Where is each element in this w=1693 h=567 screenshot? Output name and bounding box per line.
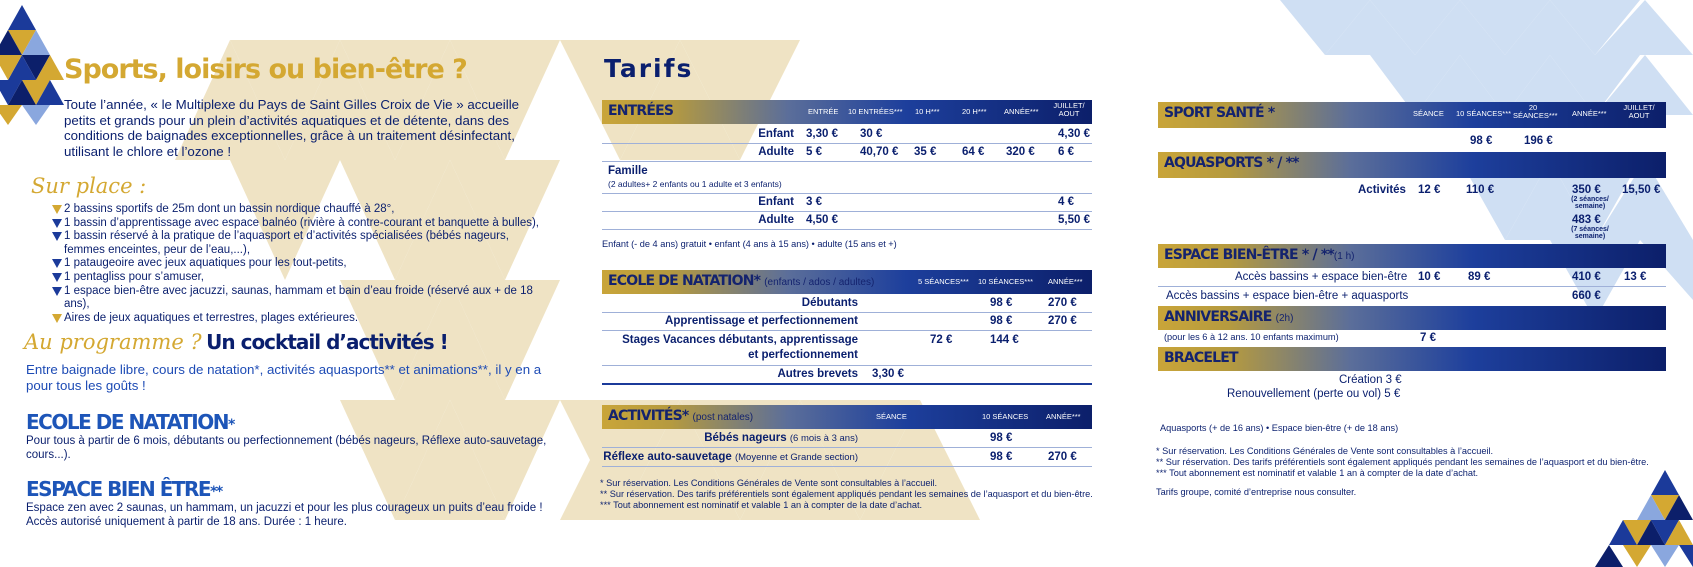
divider bbox=[602, 229, 1092, 230]
divider bbox=[602, 193, 1092, 194]
list-item: 1 espace bien-être avec jacuzzi, saunas, hammam et bain d’eau froide (réservé aux + de 18 ans), bbox=[52, 285, 552, 312]
table-cell: 144 € bbox=[990, 334, 1019, 346]
espace-heading: ESPACE BIEN ÊTRE** bbox=[26, 477, 222, 501]
ecole-natation-header: ECOLE DE NATATION* (enfants / ados / adultes) 5 SÉANCES*** 10 SÉANCES*** ANNÉE*** bbox=[602, 270, 1092, 294]
aquasports-annee: 350 € bbox=[1572, 184, 1601, 196]
entrees-header: ENTRÉES ENTRÉE 10 ENTRÉES*** 10 H*** 20 H*** ANNÉE*** JUILLET/ AOUT bbox=[602, 100, 1092, 124]
table-cell: 3,30 € bbox=[872, 368, 904, 380]
row-sub: (6 mois à 3 ans) bbox=[789, 433, 858, 444]
table-row-label: Autres brevets bbox=[777, 368, 858, 380]
aquasports-sub1: (2 séances/ semaine) bbox=[1571, 196, 1609, 210]
triangle-bullet-icon bbox=[52, 273, 62, 282]
triangle-bullet-icon bbox=[52, 287, 62, 296]
table-row-label: Débutants bbox=[801, 297, 858, 309]
espace-text-2: Accès autorisé uniquement à partir de 18 ans. Durée : 1 heure. bbox=[26, 516, 347, 528]
list-item: 1 pentagliss pour s’amuser, bbox=[52, 271, 552, 285]
espace-10: 89 € bbox=[1468, 271, 1491, 283]
espace-row2-val: 660 € bbox=[1572, 290, 1601, 302]
table-cell: 320 € bbox=[1006, 146, 1035, 158]
table-cell: 4 € bbox=[1058, 196, 1074, 208]
table-row-label-2: et perfectionnement bbox=[748, 349, 858, 361]
espace-text-1: Espace zen avec 2 saunas, un hammam, un jacuzzi et pour les plus courageux un puits d’eau froide ! bbox=[26, 502, 543, 514]
table-row-label: Enfant bbox=[758, 128, 794, 140]
famille-label: Famille bbox=[608, 165, 648, 177]
divider bbox=[602, 466, 1092, 467]
anniversaire-val: 7 € bbox=[1420, 332, 1436, 344]
sport-sante-20: 196 € bbox=[1524, 135, 1553, 147]
bracelet-creation: Création 3 € bbox=[1339, 374, 1402, 386]
intro-text: Toute l’année, « le Multiplexe du Pays de Saint Gilles Croix de Vie » accueille petits et grands pour un plein d’activités aquatiques et de détente, dans des conditions de baignades exceptionnelles, grâce à un traitement désinfectant, utilisant le chlore et l’ozone ! bbox=[64, 97, 520, 159]
aquasports-row-label: Activités bbox=[1358, 184, 1406, 196]
table-cell: 5,50 € bbox=[1058, 214, 1090, 226]
table-cell: 40,70 € bbox=[860, 146, 899, 158]
list-item: 1 bassin réservé à la pratique de l’aquasport et d’activités spécialisées (bébés nageurs, femmes enceintes, peur de l’eau,...), bbox=[52, 230, 552, 257]
table-cell: 270 € bbox=[1048, 451, 1077, 463]
table-cell: 64 € bbox=[962, 146, 985, 158]
table-row-label bbox=[0, 432, 858, 444]
aquasports-juillet: 15,50 € bbox=[1622, 184, 1661, 196]
au-programme-label: Au programme ? bbox=[24, 330, 202, 354]
cocktail-label: Un cocktail d’activités ! bbox=[206, 330, 448, 354]
divider bbox=[602, 211, 1092, 212]
aquasports-sub2: (7 séances/ semaine) bbox=[1571, 226, 1609, 240]
table-row-label: Stages Vacances débutants, apprentissage bbox=[622, 334, 858, 346]
sur-place-heading: Sur place : bbox=[31, 174, 147, 198]
table-row-label bbox=[0, 451, 858, 463]
middle-footnotes: * Sur réservation. Les Conditions Générales de Vente sont consultables à l’accueil. ** Sur réservation. Des tarifs préférentiels sont également appliqués pendant les semaines de l’aquasport et du bien-être. *** Tout abonnement est nominatif et valable 1 an à compter de la date d’achat. bbox=[600, 478, 1093, 510]
corner-logo-bottom-right bbox=[1595, 470, 1693, 567]
list-item: 1 bassin d’apprentissage avec espace balnéo (rivière à contre-courant et banquette à bulles), bbox=[52, 217, 552, 231]
divider bbox=[602, 143, 1092, 144]
list-item: 1 pataugeoire avec jeux aquatiques pour les tout-petits, bbox=[52, 257, 552, 271]
aquasports-header: AQUASPORTS * / ** bbox=[1158, 152, 1666, 178]
tarifs-title: Tarifs bbox=[604, 54, 694, 83]
table-cell: 270 € bbox=[1048, 315, 1077, 327]
corner-logo-top-left bbox=[0, 5, 64, 125]
table-cell: 270 € bbox=[1048, 297, 1077, 309]
table-cell: 3 € bbox=[806, 196, 822, 208]
anniversaire-header: ANNIVERSAIRE (2h) bbox=[1158, 306, 1666, 330]
espace-annee: 410 € bbox=[1572, 271, 1601, 283]
cocktail-text: Entre baignade libre, cours de natation*, activités aquasports** et animations**, il y en a pour tous les goûts ! bbox=[26, 362, 542, 393]
table-cell: 98 € bbox=[990, 297, 1013, 309]
divider bbox=[602, 330, 1092, 331]
divider bbox=[602, 161, 1092, 162]
right-footnotes: * Sur réservation. Les Conditions Générales de Vente sont consultables à l’accueil. ** Sur réservation. Des tarifs préférentiels sont également appliqués pendant les semaines de l’aquasport et du bien-être. *** Tout abonnement est nominatif et valable 1 an à compter de la date d’achat. bbox=[1156, 446, 1649, 478]
table-cell: 4,50 € bbox=[806, 214, 838, 226]
row-label: Réflexe auto-sauvetage bbox=[603, 451, 732, 463]
table-cell: 30 € bbox=[860, 128, 883, 140]
aquasports-annee-2: 483 € bbox=[1572, 214, 1601, 226]
table-row-label: Adulte bbox=[758, 146, 794, 158]
anniversaire-row: (pour les 6 à 12 ans. 10 enfants maximum) bbox=[1164, 332, 1339, 342]
divider bbox=[1158, 286, 1666, 287]
right-age-note: Aquasports (+ de 16 ans) • Espace bien-être (+ de 18 ans) bbox=[1160, 423, 1399, 433]
activites-header: ACTIVITÉS* (post natales) SÉANCE 10 SÉANCES ANNÉE*** bbox=[602, 405, 1092, 429]
aquasports-seance: 12 € bbox=[1418, 184, 1441, 196]
famille-sub: (2 adultes+ 2 enfants ou 1 adulte et 3 enfants) bbox=[608, 179, 782, 189]
divider bbox=[602, 312, 1092, 313]
sport-sante-header: SPORT SANTÉ * SÉANCE 10 SÉANCES*** 20 SÉANCES*** ANNÉE*** JUILLET/ AOUT bbox=[1158, 102, 1666, 128]
bracelet-renouvellement: Renouvellement (perte ou vol) 5 € bbox=[1227, 388, 1401, 400]
ecole-text: Pour tous à partir de 6 mois, débutants ou perfectionnement (bébés nageurs, Réflexe auto-sauvetage, cours...). bbox=[26, 435, 547, 461]
table-row-label: Apprentissage et perfectionnement bbox=[665, 315, 858, 327]
divider bbox=[602, 447, 1092, 448]
sport-sante-10: 98 € bbox=[1470, 135, 1493, 147]
table-row-label: Enfant bbox=[758, 196, 794, 208]
table-cell: 98 € bbox=[990, 451, 1013, 463]
triangle-bullet-icon bbox=[52, 259, 62, 268]
ecole-heading: ECOLE DE NATATION* bbox=[26, 410, 234, 434]
table-cell: 3,30 € bbox=[806, 128, 838, 140]
triangle-bullet-icon bbox=[52, 232, 62, 241]
list-item: Aires de jeux aquatiques et terrestres, plages extérieures. bbox=[52, 312, 552, 326]
table-cell: 5 € bbox=[806, 146, 822, 158]
row-sub: (Moyenne et Grande section) bbox=[734, 452, 858, 463]
tarifs-groupe: Tarifs groupe, comité d’entreprise nous consulter. bbox=[1156, 487, 1357, 497]
divider bbox=[602, 365, 1092, 366]
table-cell: 72 € bbox=[930, 334, 953, 346]
list-item: 2 bassins sportifs de 25m dont un bassin nordique chauffé à 28°, bbox=[52, 203, 552, 217]
espace-row1-label: Accès bassins + espace bien-être bbox=[1235, 271, 1408, 283]
page-title: Sports, loisirs ou bien-être ? bbox=[64, 54, 467, 85]
bracelet-header: BRACELET bbox=[1158, 347, 1666, 371]
table-cell: 98 € bbox=[990, 315, 1013, 327]
table-cell: 4,30 € bbox=[1058, 128, 1090, 140]
espace-seance: 10 € bbox=[1418, 271, 1441, 283]
aquasports-10: 110 € bbox=[1466, 184, 1495, 196]
espace-row2-label: Accès bassins + espace bien-être + aquasports bbox=[1166, 290, 1409, 302]
entrees-age-note: Enfant (- de 4 ans) gratuit • enfant (4 ans à 15 ans) • adulte (15 ans et +) bbox=[602, 239, 897, 249]
row-label: Bébés nageurs bbox=[704, 432, 787, 444]
table-row-label: Adulte bbox=[758, 214, 794, 226]
espace-bien-etre-header: ESPACE BIEN-ÊTRE * / **(1 h) bbox=[1158, 244, 1666, 268]
table-cell: 35 € bbox=[914, 146, 937, 158]
table-cell: 6 € bbox=[1058, 146, 1074, 158]
divider bbox=[602, 383, 1092, 385]
espace-juillet: 13 € bbox=[1624, 271, 1647, 283]
table-cell: 98 € bbox=[990, 432, 1013, 444]
